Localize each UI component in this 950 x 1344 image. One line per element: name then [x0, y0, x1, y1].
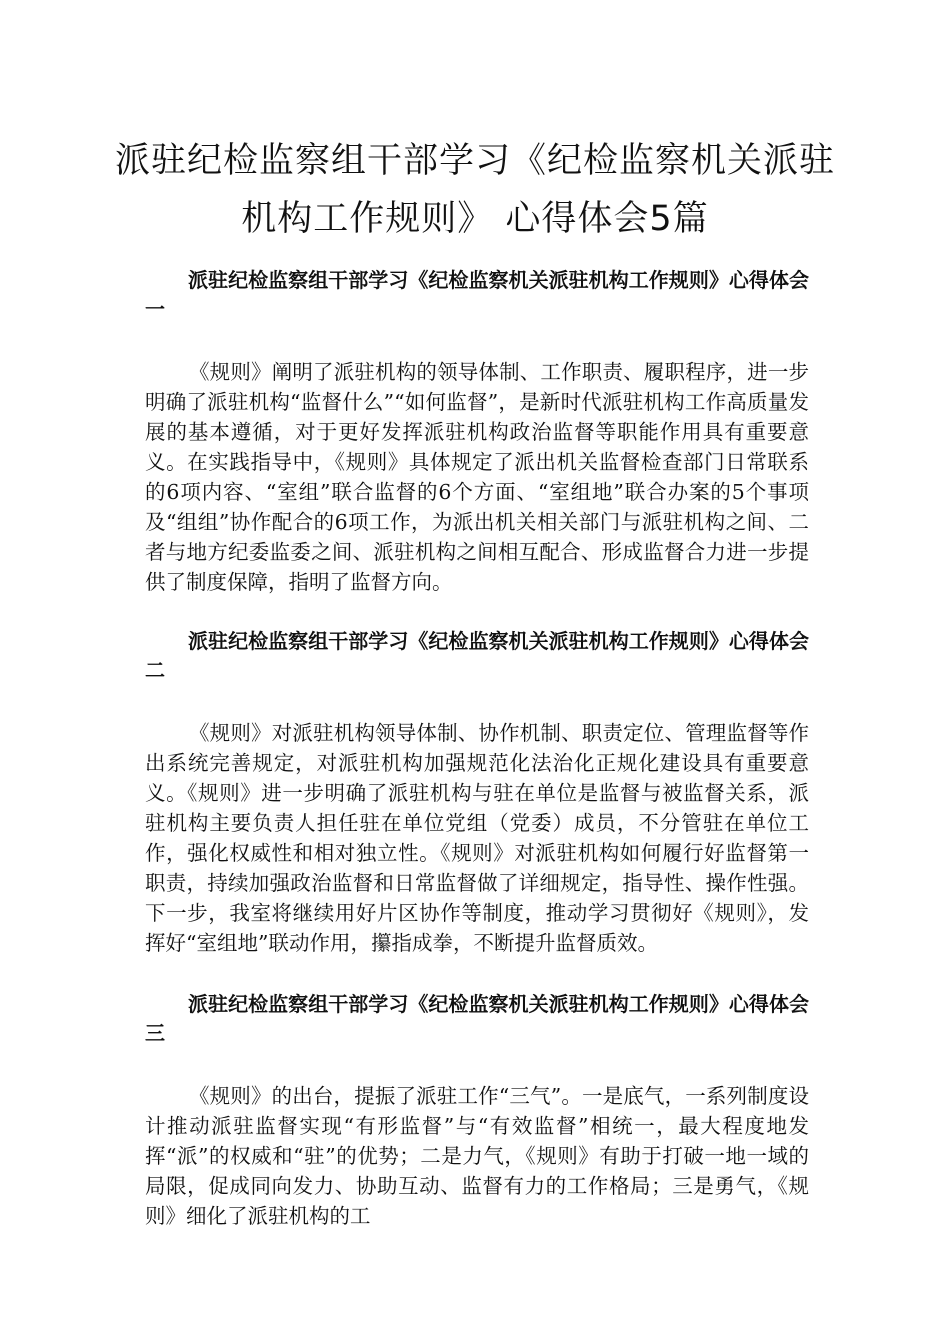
document-title: 派驻纪检监察组干部学习《纪检监察机关派驻机构工作规则》 心得体会5篇: [114, 141, 835, 239]
section-heading: 派驻纪检监察组干部学习《纪检监察机关派驻机构工作规则》心得体会二: [145, 629, 809, 682]
section-1: [145, 266, 809, 597]
section-heading: 派驻纪检监察组干部学习《纪检监察机关派驻机构工作规则》心得体会一: [145, 268, 809, 321]
section-body-paragraph: 《规则》阐明了派驻机构的领导体制、工作职责、履职程序，进一步明确了派驻机构“监督什么”“如何监督”，是新时代派驻机构工作高质量发展的基本遵循，对于更好发挥派驻机构政治监督等职能作用具有重要意义。在实践指导中，《规则》具体规定了派出机关监督检查部门日常联系的6项内容、“室组”联合监督的6个方面、“室组地”联合办案的5个事项及“组组”协作配合的6项工作，为派出机关相关部门与派驻机构之间、二者与地方纪委监委之间、派驻机构之间相互配合、形成监督合力进一步提供了制度保障，指明了监督方向。: [145, 360, 809, 594]
section-3: [145, 990, 809, 1231]
section-body-paragraph: 《规则》的出台，提振了派驻工作“三气”。一是底气，一系列制度设计推动派驻监督实现“有形监督”与“有效监督”相统一，最大程度地发挥“派”的权威和“驻”的优势；二是力气，《规则》有助于打破一地一域的局限，促成同向发力、协助互动、监督有力的工作格局；三是勇气，《规则》细化了派驻机构的工: [145, 1084, 809, 1228]
section-heading: 派驻纪检监察组干部学习《纪检监察机关派驻机构工作规则》心得体会三: [145, 992, 809, 1045]
section-2: [145, 627, 809, 958]
section-body-paragraph: 《规则》对派驻机构领导体制、协作机制、职责定位、管理监督等作出系统完善规定，对派驻机构加强规范化法治化正规化建设具有重要意义。《规则》进一步明确了派驻机构与驻在单位是监督与被监督关系，派驻机构主要负责人担任驻在单位党组（党委）成员，不分管驻在单位工作，强化权威性和相对独立性。《规则》对派驻机构如何履行好监督第一职责，持续加强政治监督和日常监督做了详细规定，指导性、操作性强。下一步，我室将继续用好片区协作等制度，推动学习贯彻好《规则》，发挥好“室组地”联动作用，攥指成拳，不断提升监督质效。: [145, 721, 809, 955]
